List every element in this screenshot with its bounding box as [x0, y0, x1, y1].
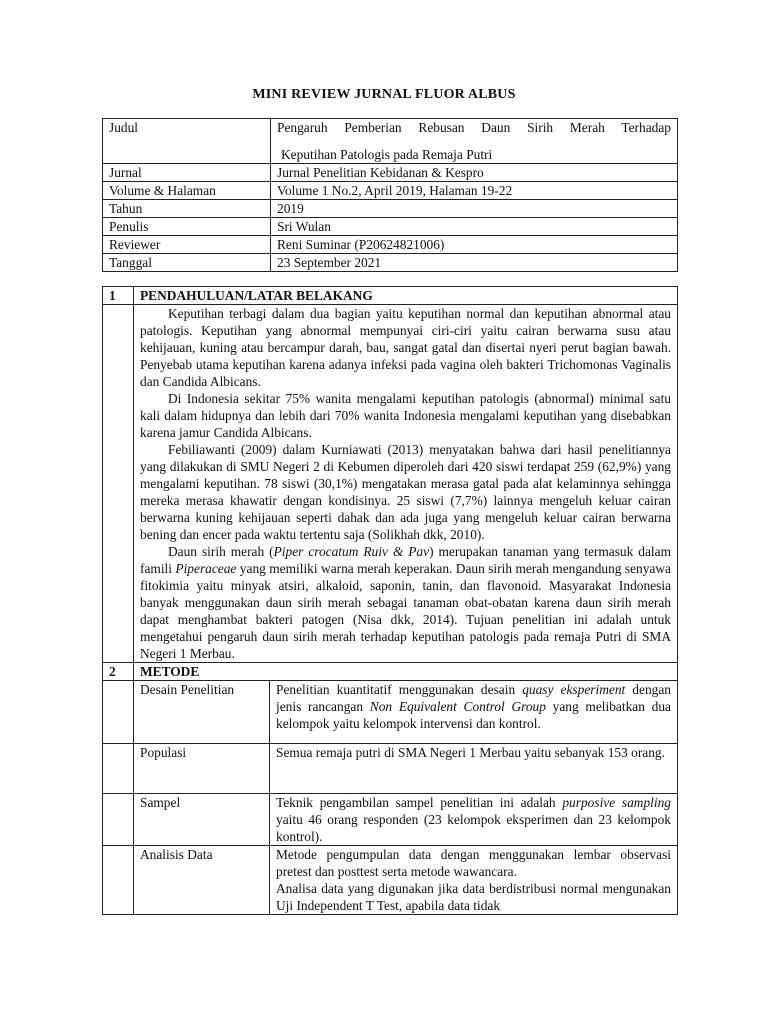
reviewer-value: Reni Suminar (P20624821006) — [271, 236, 678, 254]
jurnal-label: Jurnal — [103, 164, 271, 182]
desain-control-group: Non Equivalent Control Group — [369, 699, 546, 714]
intro-paragraph-3: Febiliawanti (2009) dalam Kurniawati (2013) menyatakan bahwa dari hasil penelitiannya yang dilakukan di SMU Negeri 2 di Kebumen diperoleh dari 420 siswi terdapat 259 (62,9%) yang mengalami keputihan. 78 siswi (30,1%) mengatakan merasa gatal pada alat kelaminnya sehingga mereka merasa khawatir dengan kondisinya. 25 siswi (7,7%) lainnya mengeluh keluar cairan berwarna kuning kehijauan seperti dahak dan ada juga yang mengeluh keluar cairan berwarna bening dan encer pada waktu tertentu saja (Solikhah dkk, 2010). — [140, 442, 671, 542]
intro-paragraph-4 — [140, 543, 671, 662]
penulis-value: Sri Wulan — [271, 218, 678, 236]
penulis-label: Penulis — [103, 218, 271, 236]
populasi-value: Semua remaja putri di SMA Negeri 1 Merbau yaitu sebanyak 153 orang. — [270, 744, 678, 794]
tahun-label: Tahun — [103, 200, 271, 218]
analisis-label: Analisis Data — [134, 846, 270, 915]
desain-value — [270, 681, 678, 744]
section-2-heading: METODE — [134, 663, 678, 681]
populasi-spacer — [103, 744, 134, 794]
sampel-purposive: purposive sampling — [562, 795, 672, 810]
p4-species: Piper crocatum Ruiv & Pav — [273, 544, 430, 559]
tanggal-label: Tanggal — [103, 254, 271, 272]
section-1-body — [134, 305, 678, 663]
volume-label: Volume & Halaman — [103, 182, 271, 200]
tanggal-value: 23 September 2021 — [271, 254, 678, 272]
judul-line-1: Pengaruh Pemberian Rebusan Daun Sirih Merah Terhadap — [277, 120, 671, 135]
judul-line-2: Keputihan Patologis pada Remaja Putri — [281, 147, 493, 162]
tahun-value: 2019 — [271, 200, 678, 218]
desain-quasy: quasy eksperiment — [522, 682, 626, 697]
analisis-paragraph-2: Analisa data yang digunakan jika data berdistribusi normal mengunakan Uji Independent T Test, apabila data tidak — [276, 881, 671, 913]
desain-spacer — [103, 681, 134, 744]
analisis-value — [270, 846, 678, 915]
page-title: MINI REVIEW JURNAL FLUOR ALBUS — [252, 87, 516, 102]
analisis-spacer — [103, 846, 134, 915]
judul-label: Judul — [103, 119, 271, 164]
review-content-table — [102, 286, 678, 915]
sampel-text-c: yaitu 46 orang responden (23 kelompok eksperimen dan 23 kelompok kontrol). — [276, 812, 671, 844]
section-1-number: 1 — [103, 287, 134, 305]
journal-info-table — [102, 118, 678, 272]
desain-label: Desain Penelitian — [134, 681, 270, 744]
p4-family: Piperaceae — [175, 561, 237, 576]
desain-text-c: dengan jenis rancangan — [276, 682, 671, 714]
sampel-label: Sampel — [134, 794, 270, 846]
section-1-number-spacer — [103, 305, 134, 663]
populasi-label: Populasi — [134, 744, 270, 794]
section-1-heading: PENDAHULUAN/LATAR BELAKANG — [134, 287, 678, 305]
intro-paragraph-2: Di Indonesia sekitar 75% wanita mengalami keputihan patologis (abnormal) minimal satu kali dalam hidupnya dan lebih dari 70% wanita Indonesia mengalami keputihan yang disebabkan karena jamur Candida Albicans. — [140, 391, 671, 440]
reviewer-label: Reviewer — [103, 236, 271, 254]
sampel-value — [270, 794, 678, 846]
section-2-number: 2 — [103, 663, 134, 681]
jurnal-value: Jurnal Penelitian Kebidanan & Kespro — [271, 164, 678, 182]
desain-text-a: Penelitian kuantitatif menggunakan desain — [276, 682, 523, 697]
desain-text-e: yang melibatkan dua kelompok yaitu kelompok intervensi dan kontrol. — [276, 699, 671, 731]
volume-value: Volume 1 No.2, April 2019, Halaman 19-22 — [271, 182, 678, 200]
judul-value — [271, 119, 678, 164]
p4-text-a: Daun sirih merah ( — [168, 544, 274, 559]
p4-text-c: ) merupakan tanaman yang termasuk dalam famili — [140, 544, 671, 576]
p4-text-e: yang memiliki warna merah keperakan. Daun sirih merah mengandung senyawa fitokimia yaitu minyak atsiri, alkaloid, saponin, tanin, dan flavonoid. Masyarakat Indonesia banyak menggunakan daun sirih merah sebagai tanaman obat-obatan karena daun sirih merah dapat menghambat bakteri patogen (Nisa dkk, 2014). Tujuan penelitian ini adalah untuk mengetahui pengaruh daun sirih merah terhadap keputihan patologis pada remaja Putri di SMA Negeri 1 Merbau. — [140, 561, 671, 661]
intro-paragraph-1: Keputihan terbagi dalam dua bagian yaitu keputihan normal dan keputihan abnormal atau patologis. Keputihan yang abnormal mempunyai ciri-ciri yaitu cairan berwarna susu atau kehijauan, kuning atau bercampur darah, bau, sangat gatal dan disertai nyeri perut bagian bawah. Penyebab utama keputihan karena adanya infeksi pada vagina oleh bakteri Trichomonas Vaginalis dan Candida Albicans. — [140, 306, 671, 389]
analisis-paragraph-1: Metode pengumpulan data dengan menggunakan lembar observasi pretest dan posttest serta metode wawancara. — [276, 847, 671, 879]
sampel-text-a: Teknik pengambilan sampel penelitian ini adalah — [276, 795, 563, 810]
sampel-spacer — [103, 794, 134, 846]
